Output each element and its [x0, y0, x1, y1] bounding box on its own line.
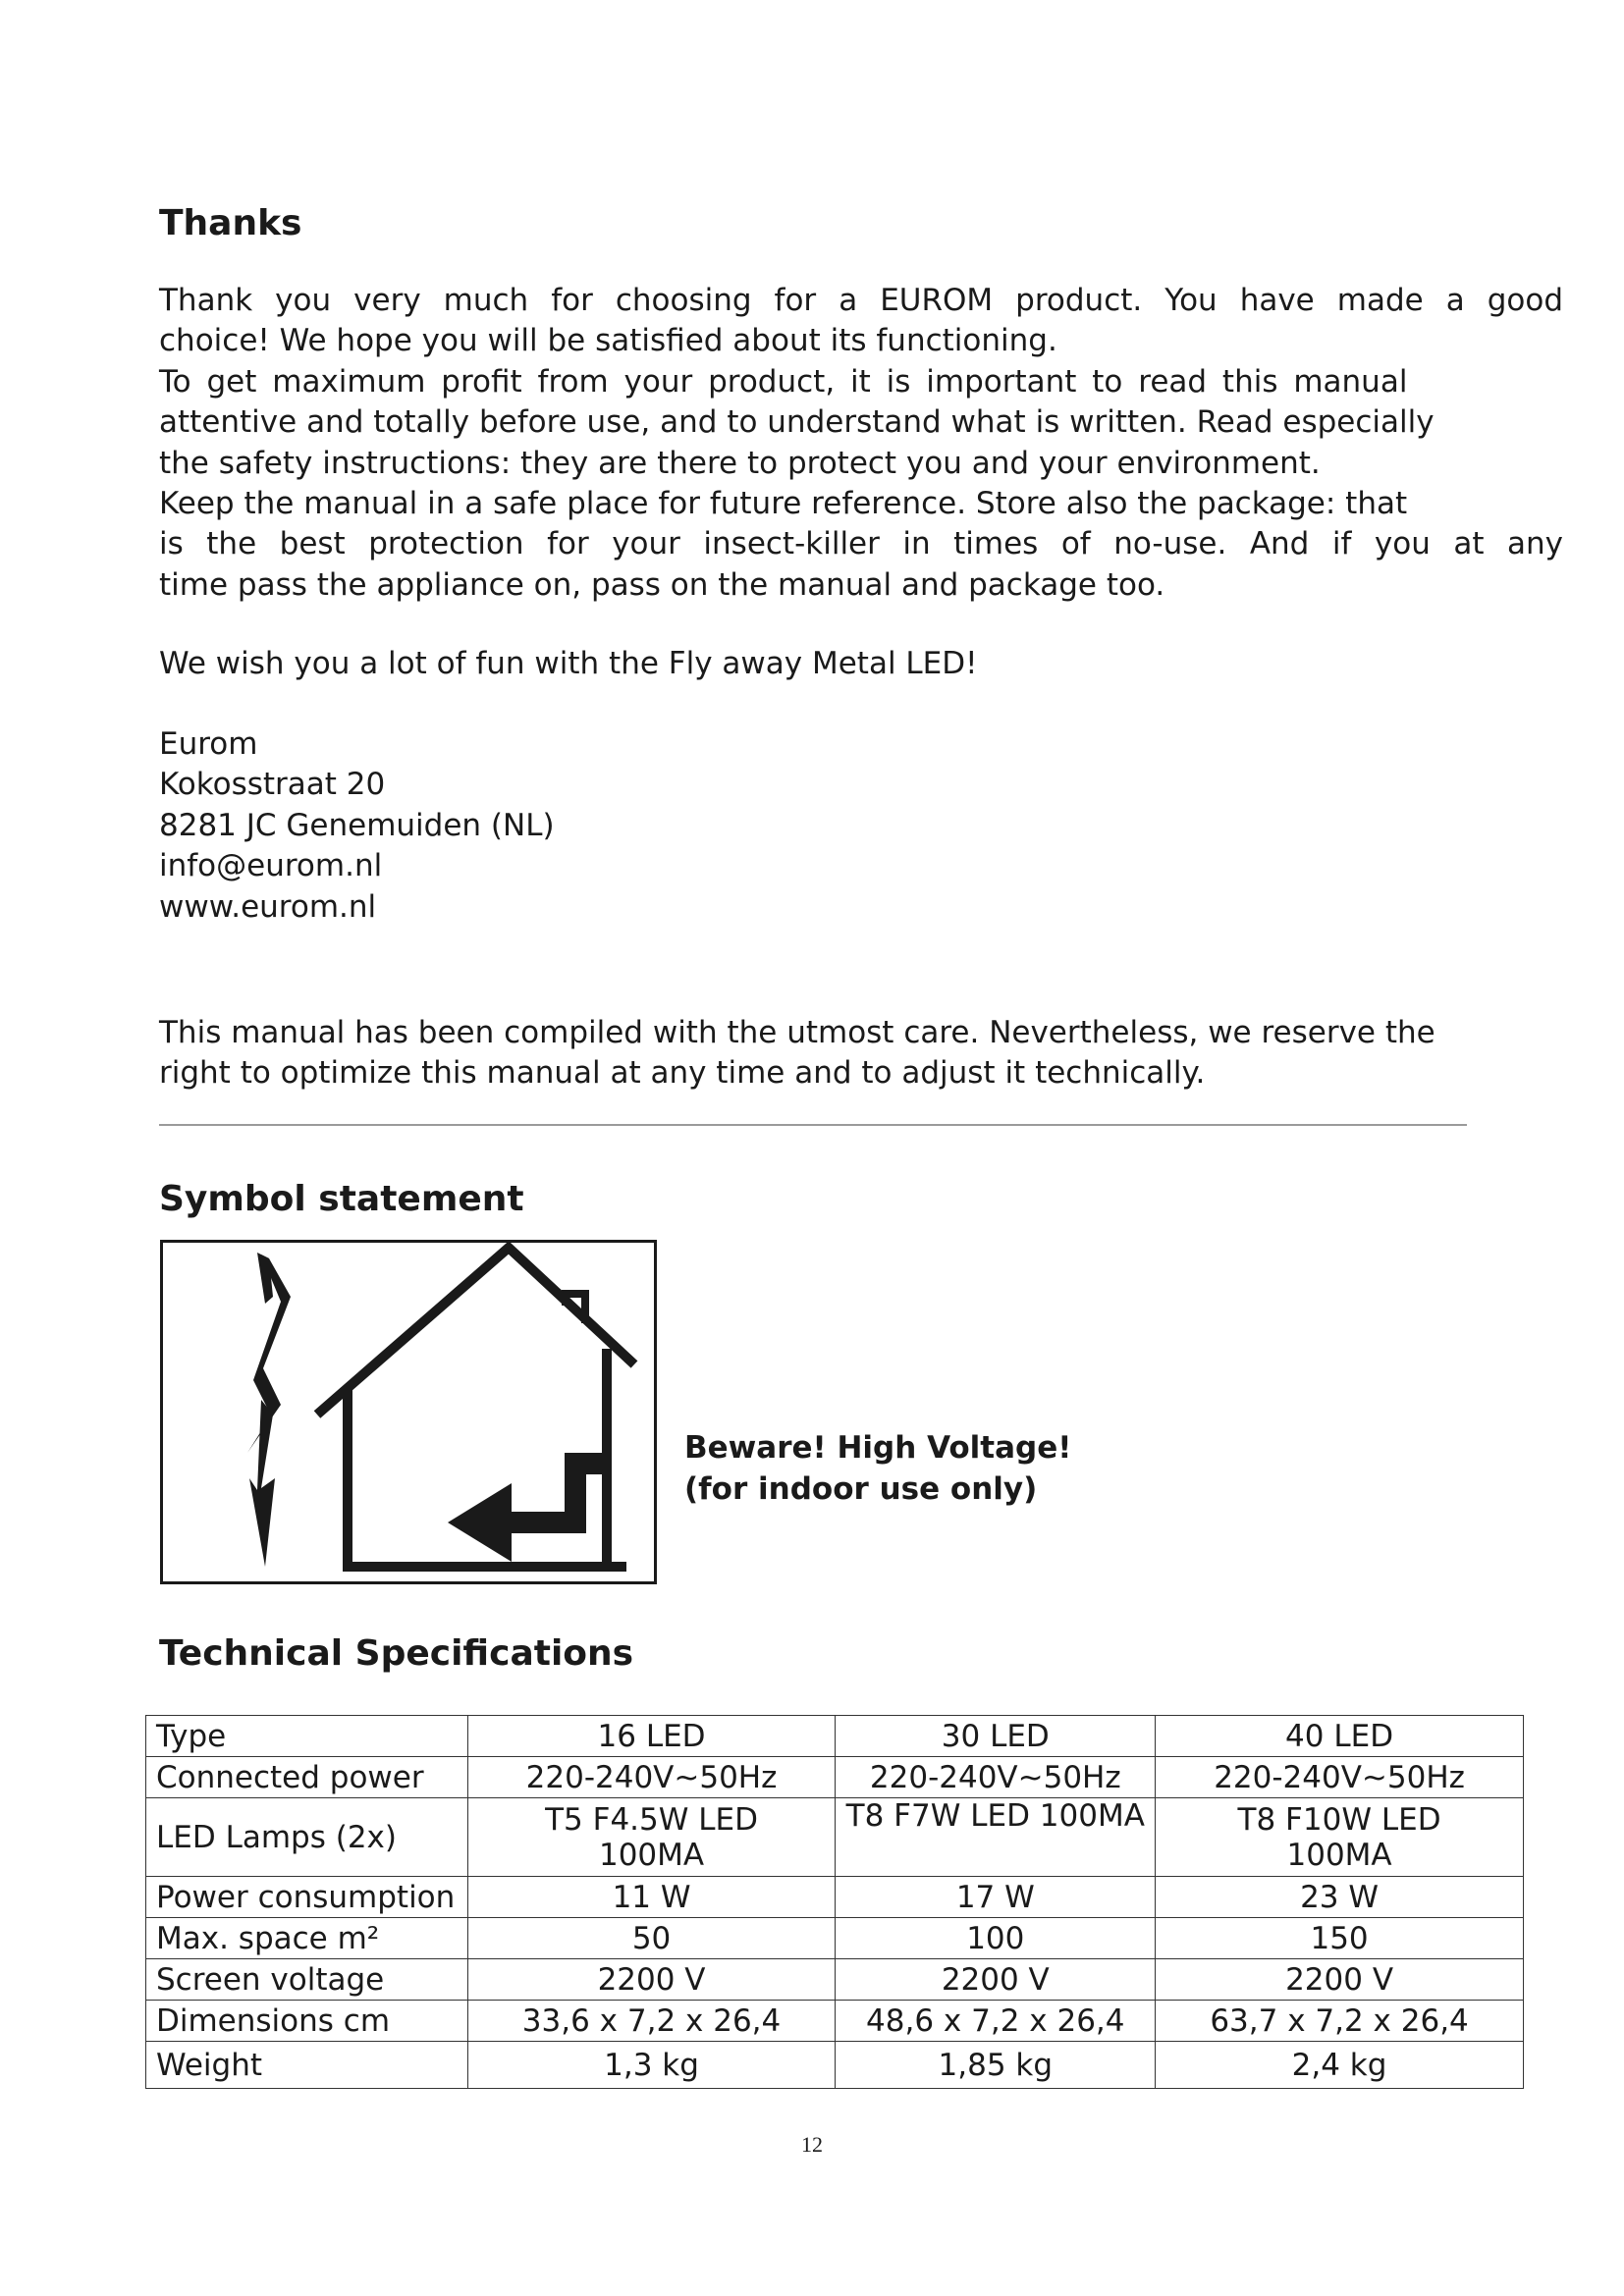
table-row — [146, 2001, 1524, 2042]
table-cell: T8 F7W LED 100MA — [836, 1798, 1156, 1877]
table-cell: 30 LED — [836, 1716, 1156, 1757]
table-cell: 150 — [1156, 1918, 1524, 1959]
address-street: Kokosstraat 20 — [159, 767, 386, 803]
row-label: Max. space m² — [146, 1918, 468, 1959]
row-label: LED Lamps (2x) — [146, 1798, 468, 1877]
table-cell: 48,6 x 7,2 x 26,4 — [836, 2001, 1156, 2042]
table-row — [146, 1959, 1524, 2001]
table-cell: 2200 V — [836, 1959, 1156, 2001]
page-number: 12 — [801, 2132, 823, 2157]
paragraph-line: This manual has been compiled with the utmost care. Nevertheless, we reserve the — [159, 1015, 1435, 1050]
caption-line: (for indoor use only) — [684, 1470, 1038, 1507]
row-label: Connected power — [146, 1757, 468, 1798]
symbol-heading: Symbol statement — [159, 1179, 524, 1219]
paragraph-line: Thank you very much for choosing for a EUROM product. You have made a good — [159, 283, 1563, 318]
specs-heading: Technical Specifications — [159, 1633, 634, 1674]
table-cell: 1,85 kg — [836, 2042, 1156, 2089]
table-cell: 2200 V — [1156, 1959, 1524, 2001]
table-row — [146, 1918, 1524, 1959]
paragraph-line: To get maximum profit from your product, it is important to read this manual — [159, 363, 1408, 400]
table-cell: 40 LED — [1156, 1716, 1524, 1757]
row-label: Dimensions cm — [146, 2001, 468, 2042]
address-city: 8281 JC Genemuiden (NL) — [159, 807, 555, 843]
table-row — [146, 2042, 1524, 2089]
paragraph-line: attentive and totally before use, and to understand what is written. Read especially — [159, 404, 1435, 441]
table-cell: 220-240V~50Hz — [467, 1757, 836, 1798]
paragraph-line: right to optimize this manual at any time and to adjust it technically. — [159, 1055, 1206, 1092]
address-company: Eurom — [159, 726, 258, 762]
paragraph-line: the safety instructions: they are there to protect you and your environment. — [159, 445, 1321, 481]
disclaimer-paragraph — [159, 1013, 1563, 1095]
table-cell: 17 W — [836, 1877, 1156, 1918]
section-divider — [159, 1124, 1467, 1126]
caption-line: Beware! High Voltage! — [684, 1430, 1072, 1466]
table-cell: 1,3 kg — [467, 2042, 836, 2089]
address-website: www.eurom.nl — [159, 888, 377, 925]
table-cell: 16 LED — [467, 1716, 836, 1757]
row-label: Screen voltage — [146, 1959, 468, 2001]
paragraph-line: Keep the manual in a safe place for future reference. Store also the package: that — [159, 486, 1408, 522]
specs-table — [145, 1715, 1524, 2089]
table-row — [146, 1757, 1524, 1798]
table-cell: 220-240V~50Hz — [836, 1757, 1156, 1798]
thanks-paragraph — [159, 281, 1563, 606]
table-cell: T8 F10W LED 100MA — [1156, 1798, 1524, 1877]
paragraph-line: choice! We hope you will be satisfied about its functioning. — [159, 323, 1057, 359]
table-cell: 33,6 x 7,2 x 26,4 — [467, 2001, 836, 2042]
table-row — [146, 1877, 1524, 1918]
table-cell: 2,4 kg — [1156, 2042, 1524, 2089]
address-block — [159, 724, 555, 928]
table-row — [146, 1798, 1524, 1877]
row-label: Weight — [146, 2042, 468, 2089]
table-cell: 220-240V~50Hz — [1156, 1757, 1524, 1798]
table-cell: 63,7 x 7,2 x 26,4 — [1156, 2001, 1524, 2042]
symbol-caption — [684, 1428, 1071, 1510]
thanks-heading: Thanks — [159, 203, 302, 243]
table-cell: 2200 V — [467, 1959, 836, 2001]
high-voltage-indoor-house-icon — [160, 1240, 657, 1584]
paragraph-line: is the best protection for your insect-killer in times of no-use. And if you at any — [159, 526, 1563, 562]
row-label: Power consumption — [146, 1877, 468, 1918]
paragraph-line: time pass the appliance on, pass on the manual and package too. — [159, 566, 1165, 603]
table-cell: 100 — [836, 1918, 1156, 1959]
wish-line: We wish you a lot of fun with the Fly away Metal LED! — [159, 646, 978, 681]
table-cell: 11 W — [467, 1877, 836, 1918]
address-email: info@eurom.nl — [159, 848, 383, 884]
table-row — [146, 1716, 1524, 1757]
table-cell: 23 W — [1156, 1877, 1524, 1918]
row-label: Type — [146, 1716, 468, 1757]
table-cell: T5 F4.5W LED 100MA — [467, 1798, 836, 1877]
table-cell: 50 — [467, 1918, 836, 1959]
